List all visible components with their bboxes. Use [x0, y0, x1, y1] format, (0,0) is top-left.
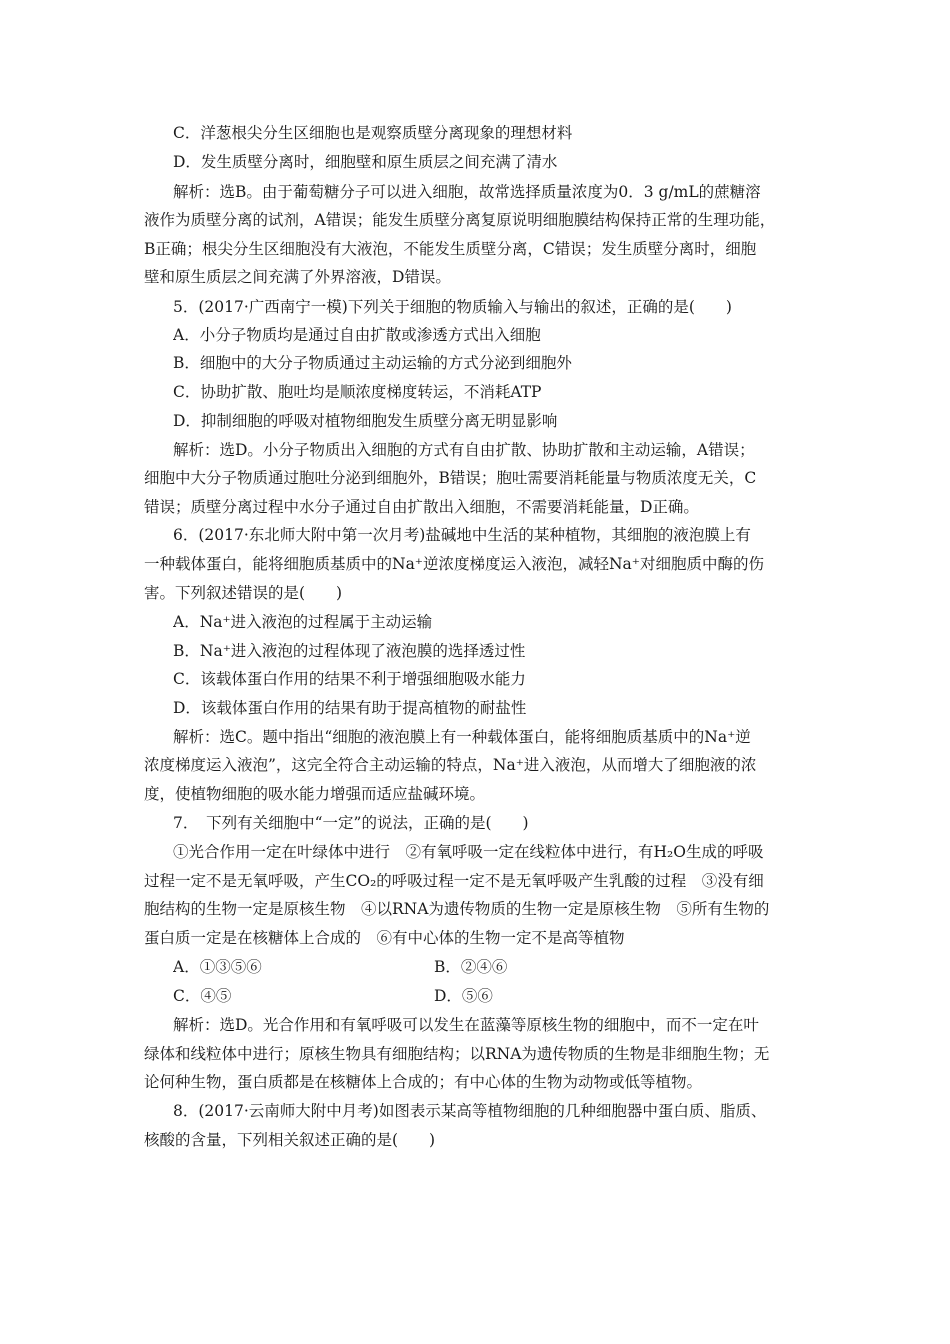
option-c-q4: C．洋葱根尖分生区细胞也是观察质壁分离现象的理想材料 — [173, 124, 573, 142]
analysis-q7-line: 论何种生物，蛋白质都是在核糖体上合成的；有中心体的生物为动物或低等植物。 — [144, 1073, 703, 1091]
option-a-q7: A．①③⑤⑥ — [173, 958, 262, 976]
option-a-q6: A．Na⁺进入液泡的过程属于主动运输 — [173, 613, 433, 631]
analysis-q5-line: 解析：选D。小分子物质出入细胞的方式有自由扩散、协助扩散和主动运输，A错误； — [173, 441, 755, 459]
question-7-stem: 7． 下列有关细胞中“一定”的说法，正确的是( ) — [173, 814, 529, 832]
analysis-q6-line: 度，使植物细胞的吸水能力增强而适应盐碱环境。 — [144, 785, 486, 803]
option-b-q7: B．②④⑥ — [434, 958, 508, 976]
option-d-q7: D．⑤⑥ — [434, 987, 493, 1005]
analysis-q5-line: 错误；质壁分离过程中水分子通过自由扩散出入细胞，不需要消耗能量，D正确。 — [144, 498, 699, 516]
analysis-q4-line: 解析：选B。由于葡萄糖分子可以进入细胞，故常选择质量浓度为0．3 g/mL的蔗糖溶 — [173, 183, 761, 201]
question-6-stem: 一种载体蛋白，能将细胞质基质中的Na⁺逆浓度梯度运入液泡，减轻Na⁺对细胞质中酶的伤 — [144, 555, 764, 573]
analysis-q4-line: 液作为质壁分离的试剂，A错误；能发生质壁分离复原说明细胞膜结构保持正常的生理功能， — [144, 211, 776, 229]
option-b-q6: B．Na⁺进入液泡的过程体现了液泡膜的选择透过性 — [173, 642, 526, 660]
analysis-q5-line: 细胞中大分子物质通过胞吐分泌到细胞外，B错误；胞吐需要消耗能量与物质浓度无关，C — [144, 469, 757, 487]
analysis-q7-line: 绿体和线粒体中进行；原核生物具有细胞结构；以RNA为遗传物质的生物是非细胞生物；无 — [144, 1045, 770, 1063]
option-b-q5: B．细胞中的大分子物质通过主动运输的方式分泌到细胞外 — [173, 354, 572, 372]
question-6-stem: 害。下列叙述错误的是( ) — [144, 584, 343, 602]
option-c-q7: C．④⑤ — [173, 987, 232, 1005]
question-6-stem: 6．(2017·东北师大附中第一次月考)盐碱地中生活的某种植物，其细胞的液泡膜上有 — [173, 526, 751, 544]
option-a-q5: A．小分子物质均是通过自由扩散或渗透方式出入细胞 — [173, 326, 541, 344]
option-d-q5: D．抑制细胞的呼吸对植物细胞发生质壁分离无明显影响 — [173, 412, 558, 430]
option-d-q6: D．该载体蛋白作用的结果有助于提高植物的耐盐性 — [173, 699, 527, 717]
analysis-q6-line: 浓度梯度运入液泡”，这完全符合主动运输的特点，Na⁺进入液泡，从而增大了细胞液的浓 — [144, 756, 757, 774]
analysis-q6-line: 解析：选C。题中指出“细胞的液泡膜上有一种载体蛋白，能将细胞质基质中的Na⁺逆 — [173, 728, 751, 746]
analysis-q4-line: B正确；根尖分生区细胞没有大液泡，不能发生质壁分离，C错误；发生质壁分离时，细胞 — [144, 240, 757, 258]
option-c-q6: C．该载体蛋白作用的结果不利于增强细胞吸水能力 — [173, 670, 526, 688]
question-8-stem: 核酸的含量，下列相关叙述正确的是( ) — [144, 1131, 436, 1149]
question-7-statements: ①光合作用一定在叶绿体中进行 ②有氧呼吸一定在线粒体中进行，有H₂O生成的呼吸 — [173, 843, 764, 861]
question-8-stem: 8．(2017·云南师大附中月考)如图表示某高等植物细胞的几种细胞器中蛋白质、脂质、 — [173, 1102, 767, 1120]
option-d-q4: D．发生质壁分离时，细胞壁和原生质层之间充满了清水 — [173, 153, 558, 171]
question-5-stem: 5．(2017·广西南宁一模)下列关于细胞的物质输入与输出的叙述，正确的是( ) — [173, 298, 732, 316]
analysis-q4-line: 壁和原生质层之间充满了外界溶液，D错误。 — [144, 268, 451, 286]
question-7-statements: 胞结构的生物一定是原核生物 ④以RNA为遗传物质的生物一定是原核生物 ⑤所有生物的 — [144, 900, 770, 918]
option-c-q5: C．协助扩散、胞吐均是顺浓度梯度转运，不消耗ATP — [173, 383, 542, 401]
analysis-q7-line: 解析：选D。光合作用和有氧呼吸可以发生在蓝藻等原核生物的细胞中，而不一定在叶 — [173, 1016, 759, 1034]
question-7-statements: 蛋白质一定是在核糖体上合成的 ⑥有中心体的生物一定不是高等植物 — [144, 929, 625, 947]
question-7-statements: 过程一定不是无氧呼吸，产生CO₂的呼吸过程一定不是无氧呼吸产生乳酸的过程 ③没有细 — [144, 872, 764, 890]
